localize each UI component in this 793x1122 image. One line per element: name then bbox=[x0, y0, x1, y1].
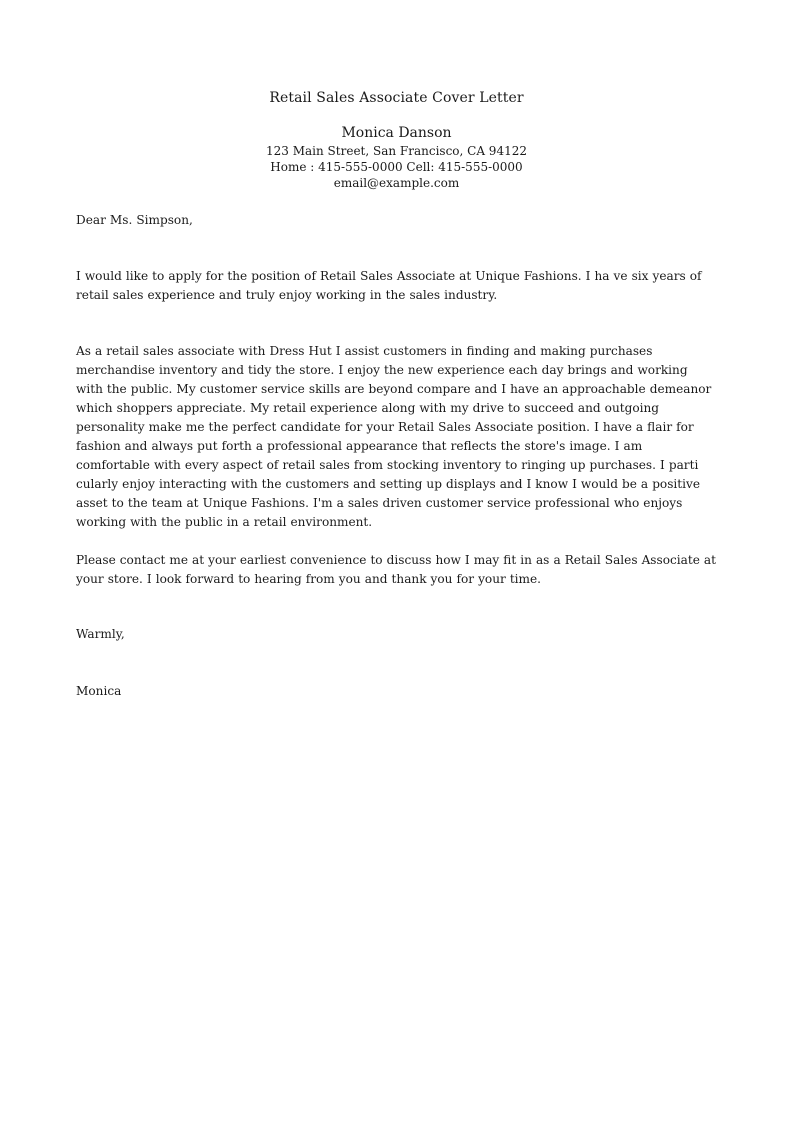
salutation: Dear Ms. Simpson, bbox=[76, 213, 193, 227]
sender-phones: Home : 415-555-0000 Cell: 415-555-0000 bbox=[270, 160, 523, 174]
paragraph-closing-request: Please contact me at your earliest convenience to discuss how I may fit in as a Retail Sales Associate at your store. I look forward to hearing from you and thank you for your time. bbox=[76, 553, 716, 586]
document-title: Retail Sales Associate Cover Letter bbox=[269, 90, 524, 106]
sender-email: email@example.com bbox=[333, 176, 460, 190]
sender-name: Monica Danson bbox=[341, 125, 452, 141]
signature: Monica bbox=[76, 684, 122, 698]
paragraph-intro: I would like to apply for the position of Retail Sales Associate at Unique Fashions. I ha ve six years of retail sales experience and truly enjoy working in the sales industry. bbox=[76, 269, 702, 302]
paragraph-experience: As a retail sales associate with Dress Hut I assist customers in finding and making purchases merchandise inventory and tidy the store. I enjoy the new experience each day brings and working with the public. My customer service skills are beyond compare and I have an approachable demeanor which shoppers appreciate. My retail experience along with my drive to succeed and outgoing personality make me the perfect candidate for your Retail Sales Associate position. I have a flair for fashion and always put forth a professional appearance that reflects the store's image. I am comfortable with every aspect of retail sales from stocking inventory to ringing up purchases. I parti cularly enjoy interacting with the customers and setting up displays and I know I would be a positive asset to the team at Unique Fashions. I'm a sales driven customer service professional who enjoys working with the public in a retail environment. bbox=[76, 344, 712, 529]
sender-address: 123 Main Street, San Francisco, CA 94122 bbox=[266, 144, 527, 158]
sender-header bbox=[0, 123, 793, 191]
closing: Warmly, bbox=[76, 627, 125, 641]
